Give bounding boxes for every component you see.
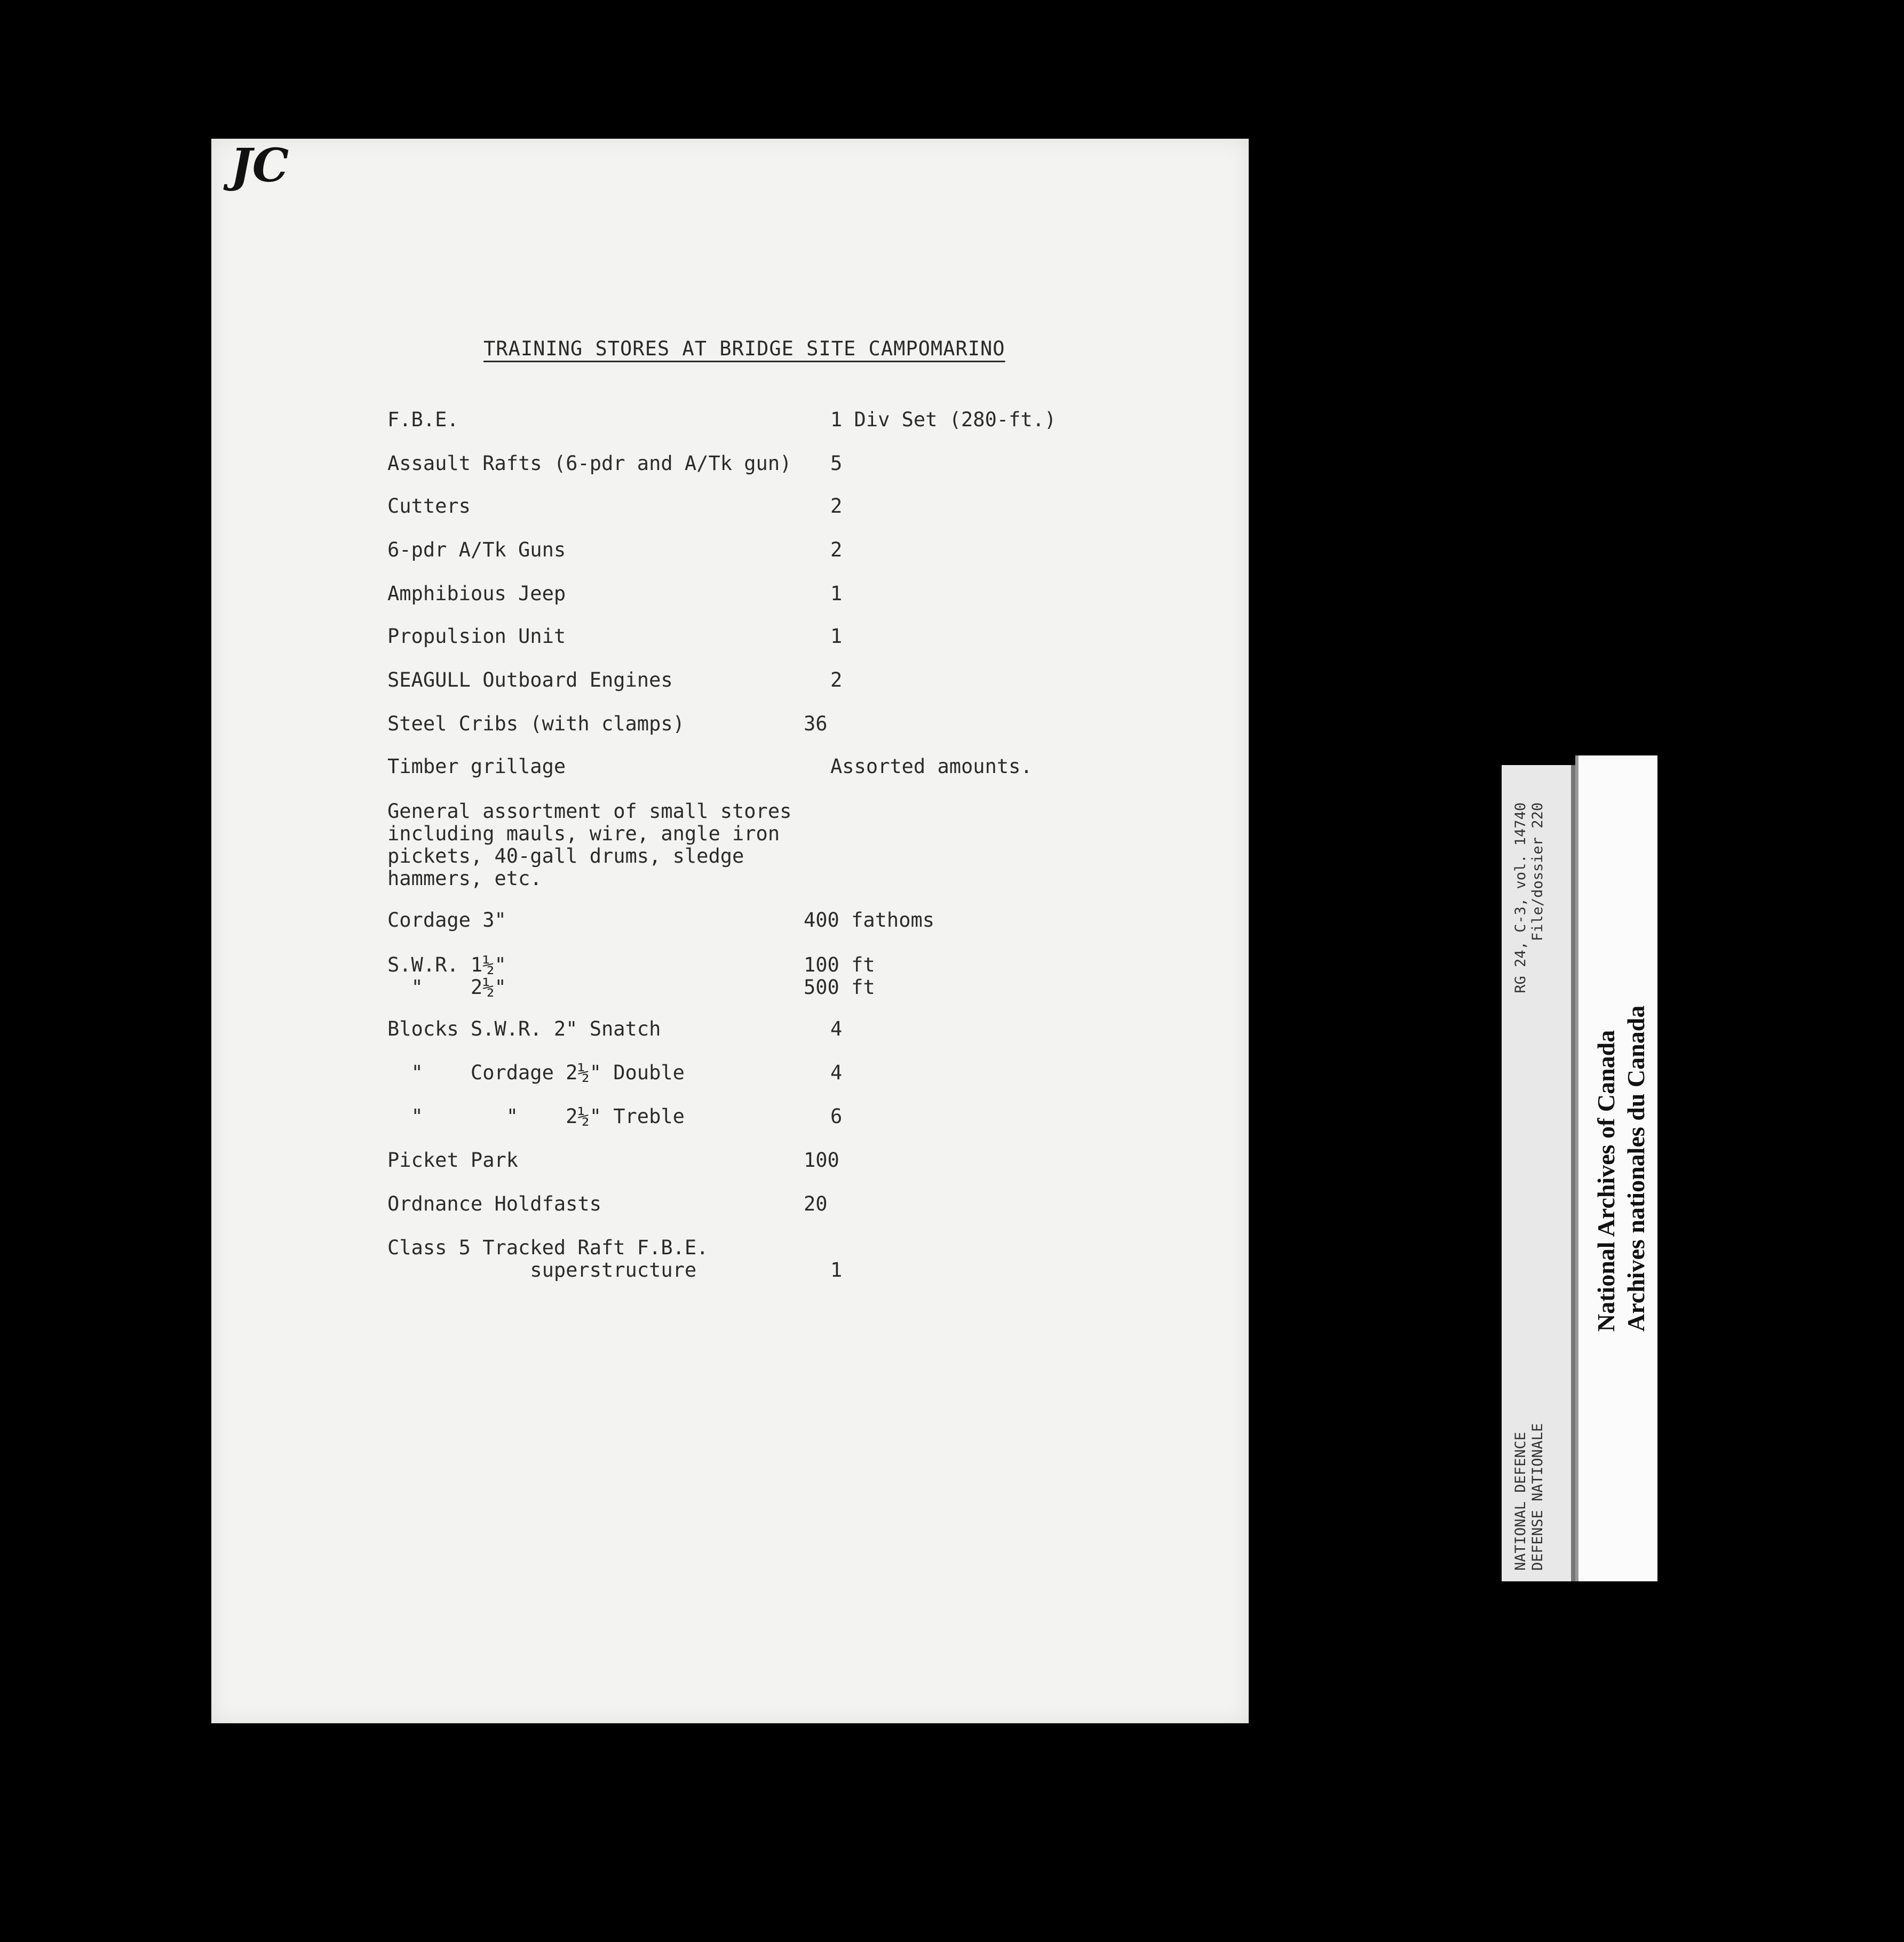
item-name: " " 2½" Treble bbox=[387, 1105, 685, 1128]
item-quantity: 2 bbox=[830, 538, 843, 561]
item-name: Cutters bbox=[387, 495, 471, 518]
item-name: Steel Cribs (with clamps) bbox=[387, 712, 685, 735]
item-name: Class 5 Tracked Raft F.B.E. superstructure bbox=[387, 1236, 709, 1282]
label-right-line2: File/dossier 220 bbox=[1529, 802, 1546, 942]
item-name: " Cordage 2½" Double bbox=[387, 1061, 685, 1084]
item-quantity: 5 bbox=[830, 452, 843, 475]
label-left-line1: NATIONAL DEFENCE bbox=[1512, 1431, 1529, 1571]
archive-reference-text bbox=[1512, 781, 1546, 1571]
archives-name-en: National Archives of Canada bbox=[1592, 1030, 1620, 1332]
label-left-line2: DEFENSE NATIONALE bbox=[1529, 1423, 1546, 1571]
handwritten-mark: JC bbox=[231, 139, 289, 193]
item-name: Picket Park bbox=[387, 1149, 519, 1172]
item-quantity: 1 bbox=[830, 1259, 843, 1282]
item-name: SEAGULL Outboard Engines bbox=[387, 668, 673, 691]
item-quantity: 36 bbox=[804, 712, 828, 735]
item-name: Timber grillage bbox=[387, 755, 566, 778]
item-quantity: Assorted amounts. bbox=[830, 755, 1033, 778]
item-quantity: 1 Div Set (280-ft.) bbox=[830, 408, 1057, 431]
item-quantity: 100 bbox=[804, 1149, 839, 1172]
archives-name-text bbox=[1591, 1006, 1651, 1332]
item-quantity: 6 bbox=[830, 1105, 843, 1128]
item-name: F.B.E. bbox=[387, 408, 459, 431]
item-name: Blocks S.W.R. 2" Snatch bbox=[387, 1017, 661, 1040]
label-right-line1: RG 24, C-3, vol. 14740 bbox=[1512, 802, 1529, 993]
item-name: S.W.R. 1½" " 2½" bbox=[387, 953, 506, 999]
item-quantity: 4 bbox=[830, 1061, 843, 1084]
archive-reference-strip bbox=[1502, 765, 1576, 1581]
document-title: TRAINING STORES AT BRIDGE SITE CAMPOMARINO bbox=[483, 337, 1005, 360]
item-quantity: 20 bbox=[804, 1192, 828, 1215]
item-name: Cordage 3" bbox=[387, 909, 506, 932]
item-quantity: 100 ft 500 ft bbox=[804, 953, 875, 999]
document-page bbox=[211, 139, 1249, 1723]
item-name: Propulsion Unit bbox=[387, 625, 566, 648]
item-name: General assortment of small stores including mauls, wire, angle iron pickets, 40-gall drums, sledge hammers, etc. bbox=[387, 800, 792, 890]
item-name: Amphibious Jeep bbox=[387, 582, 566, 605]
archives-name-strip bbox=[1575, 755, 1657, 1581]
item-quantity: 400 fathoms bbox=[804, 909, 935, 932]
item-name: Assault Rafts (6-pdr and A/Tk gun) bbox=[387, 452, 792, 475]
item-name: 6-pdr A/Tk Guns bbox=[387, 538, 566, 561]
item-quantity: 1 bbox=[830, 625, 843, 648]
item-quantity: 2 bbox=[830, 668, 843, 691]
archives-name-fr: Archives nationales du Canada bbox=[1622, 1005, 1649, 1332]
item-quantity: 2 bbox=[830, 495, 843, 518]
item-quantity: 1 bbox=[830, 582, 843, 605]
item-quantity: 4 bbox=[830, 1017, 843, 1040]
item-name: Ordnance Holdfasts bbox=[387, 1192, 601, 1215]
